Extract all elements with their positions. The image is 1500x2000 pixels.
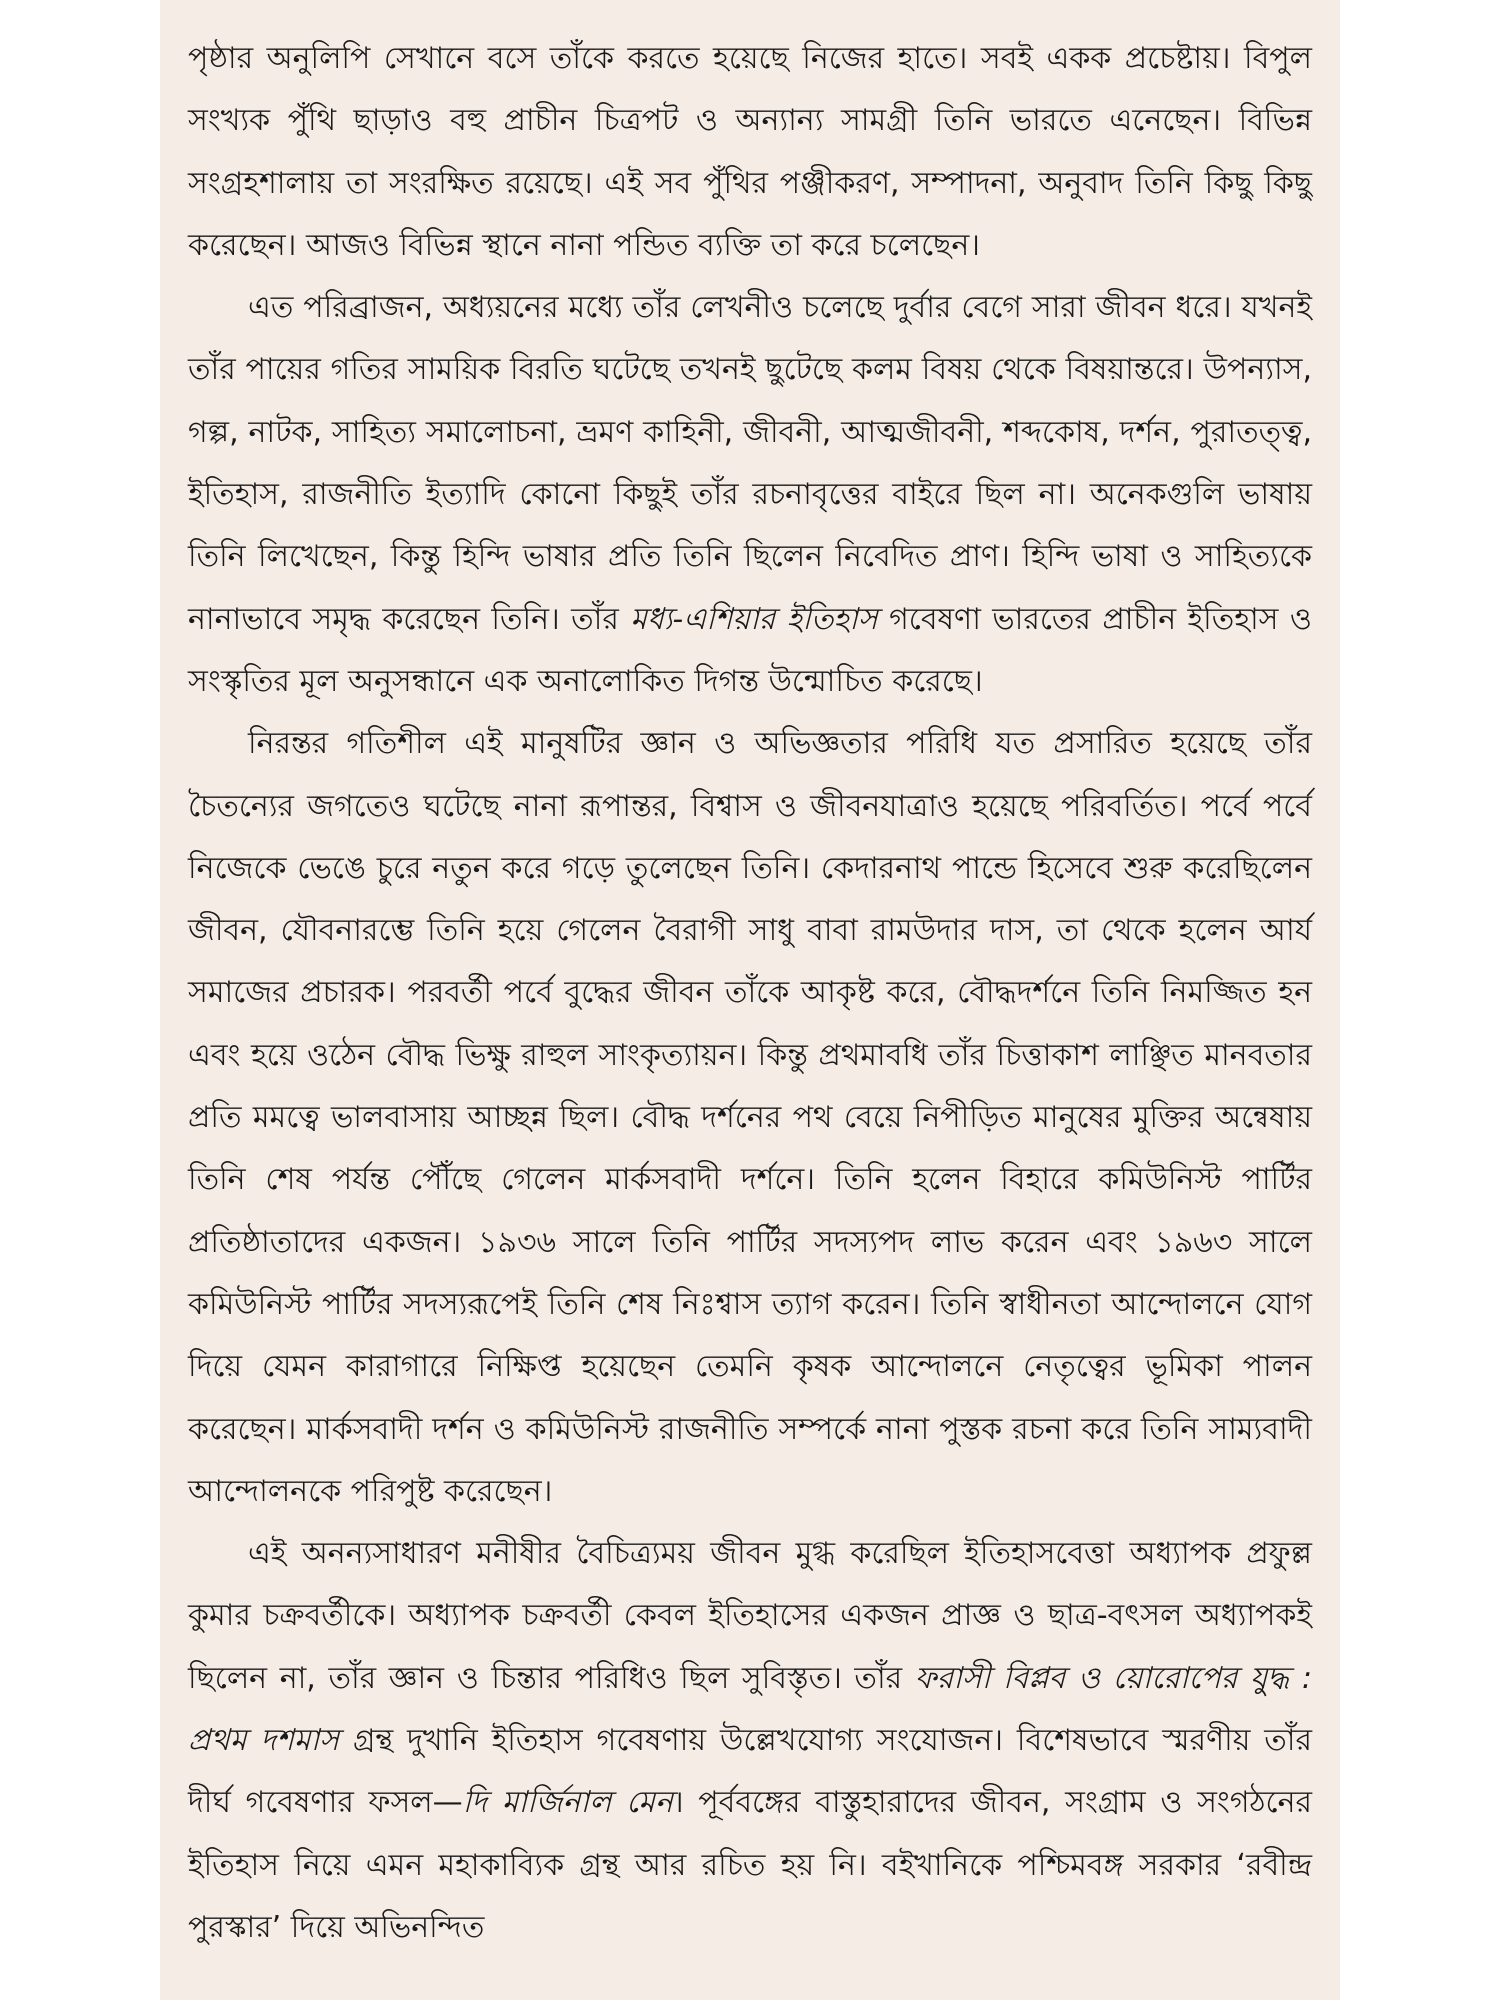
book-title-italic: ফরাসী বিপ্লব ও য়োরোপের যুদ্ধ : প্রথম দশমাস — [188, 1660, 1312, 1759]
paragraph-2 — [188, 277, 1312, 713]
paragraph-4-text-mid: গ্রন্থ দুখানি ইতিহাস গবেষণায় উল্লেখযোগ্য সংযোজন। বিশেষভাবে স্মরণীয় তাঁর দীর্ঘ গবেষণার ফসল— — [188, 1723, 1312, 1821]
paragraph-4-text: এই অনন্যসাধারণ মনীষীর বৈচিত্র্যময় জীবন মুগ্ধ করেছিল ইতিহাসবেত্তা অধ্যাপক প্রফুল্ল কুমার চক্রবর্তীকে। অধ্যাপক চক্রবর্তী কেবল ইতিহাসের একজন প্রাজ্ঞ ও ছাত্র-বৎসল অধ্যাপকই ছিলেন না, তাঁর জ্ঞান ও চিন্তার পরিধিও ছিল সুবিস্তৃত। তাঁর — [188, 1536, 1312, 1696]
book-title-italic: দি মার্জিনাল মেন — [462, 1785, 673, 1821]
paragraph-3-text: নিরন্তর গতিশীল এই মানুষটির জ্ঞান ও অভিজ্ঞতার পরিধি যত প্রসারিত হয়েছে তাঁর চৈতন্যের জগতেও ঘটেছে নানা রূপান্তর, বিশ্বাস ও জীবনযাত্রাও হয়েছে পরিবর্তিত। পর্বে পর্বে নিজেকে ভেঙে চুরে নতুন করে গড়ে তুলেছেন তিনি। কেদারনাথ পান্ডে হিসেবে শুরু করেছিলেন জীবন, যৌবনারম্ভে তিনি হয়ে গেলেন বৈরাগী সাধু বাবা রামউদার দাস, তা থেকে হলেন আর্য সমাজের প্রচারক। পরবর্তী পর্বে বুদ্ধের জীবন তাঁকে আকৃষ্ট করে, বৌদ্ধদর্শনে তিনি নিমজ্জিত হন এবং হয়ে ওঠেন বৌদ্ধ ভিক্ষু রাহুল সাংকৃত্যায়ন। কিন্তু প্রথমাবধি তাঁর চিত্তাকাশ লাঞ্ছিত মানবতার প্রতি মমত্বে ভালবাসায় আচ্ছন্ন ছিল। বৌদ্ধ দর্শনের পথ বেয়ে নিপীড়িত মানুষের মুক্তির অন্বেষায় তিনি শেষ পর্যন্ত পৌঁছে গেলেন মার্কসবাদী দর্শনে। তিনি হলেন বিহারে কমিউনিস্ট পার্টির প্রতিষ্ঠাতাদের একজন। ১৯৩৬ সালে তিনি পার্টির সদস্যপদ লাভ করেন এবং ১৯৬৩ সালে কমিউনিস্ট পার্টির সদস্যরূপেই তিনি শেষ নিঃশ্বাস ত্যাগ করেন। তিনি স্বাধীনতা আন্দোলনে যোগ দিয়ে যেমন কারাগারে নিক্ষিপ্ত হয়েছেন তেমনি কৃষক আন্দোলনে নেতৃত্বের ভূমিকা পালন করেছেন। মার্কসবাদী দর্শন ও কমিউনিস্ট রাজনীতি সম্পর্কে নানা পুস্তক রচনা করে তিনি সাম্যবাদী আন্দোলনকে পরিপুষ্ট করেছেন। — [188, 726, 1312, 1509]
paragraph-3 — [188, 713, 1312, 1523]
paragraph-1 — [188, 28, 1312, 277]
paragraph-2-text-end: গবেষণা ভারতের প্রাচীন ইতিহাস ও সংস্কৃতির মূল অনুসন্ধানে এক অনালোকিত দিগন্ত উন্মোচিত করেছে। — [188, 601, 1312, 699]
paragraph-4-text-end: । পূর্ববঙ্গের বাস্তুহারাদের জীবন, সংগ্রাম ও সংগঠনের ইতিহাস নিয়ে এমন মহাকাব্যিক গ্রন্থ আর রচিত হয় নি। বইখানিকে পশ্চিমবঙ্গ সরকার ‘রবীন্দ্র পুরস্কার’ দিয়ে অভিনন্দিত — [188, 1785, 1312, 1945]
paragraph-1-text: পৃষ্ঠার অনুলিপি সেখানে বসে তাঁকে করতে হয়েছে নিজের হাতে। সবই একক প্রচেষ্টায়। বিপুল সংখ্যক পুঁথি ছাড়াও বহু প্রাচীন চিত্রপট ও অন্যান্য সামগ্রী তিনি ভারতে এনেছেন। বিভিন্ন সংগ্রহশালায় তা সংরক্ষিত রয়েছে। এই সব পুঁথির পঞ্জীকরণ, সম্পাদনা, অনুবাদ তিনি কিছু কিছু করেছেন। আজও বিভিন্ন স্থানে নানা পন্ডিত ব্যক্তি তা করে চলেছেন। — [188, 41, 1312, 263]
paragraph-4 — [188, 1523, 1312, 1959]
book-title-italic: মধ্য-এশিয়ার ইতিহাস — [630, 601, 878, 637]
paragraph-2-text: এত পরিব্রাজন, অধ্যয়নের মধ্যে তাঁর লেখনীও চলেছে দুর্বার বেগে সারা জীবন ধরে। যখনই তাঁর পায়ের গতির সাময়িক বিরতি ঘটেছে তখনই ছুটেছে কলম বিষয় থেকে বিষয়ান্তরে। উপন্যাস, গল্প, নাটক, সাহিত্য সমালোচনা, ভ্রমণ কাহিনী, জীবনী, আত্মজীবনী, শব্দকোষ, দর্শন, পুরাতত্ত্ব, ইতিহাস, রাজনীতি ইত্যাদি কোনো কিছুই তাঁর রচনাবৃত্তের বাইরে ছিল না। অনেকগুলি ভাষায় তিনি লিখেছেন, কিন্তু হিন্দি ভাষার প্রতি তিনি ছিলেন নিবেদিত প্রাণ। হিন্দি ভাষা ও সাহিত্যকে নানাভাবে সমৃদ্ধ করেছেন তিনি। তাঁর — [188, 290, 1312, 637]
book-page — [160, 0, 1340, 2000]
